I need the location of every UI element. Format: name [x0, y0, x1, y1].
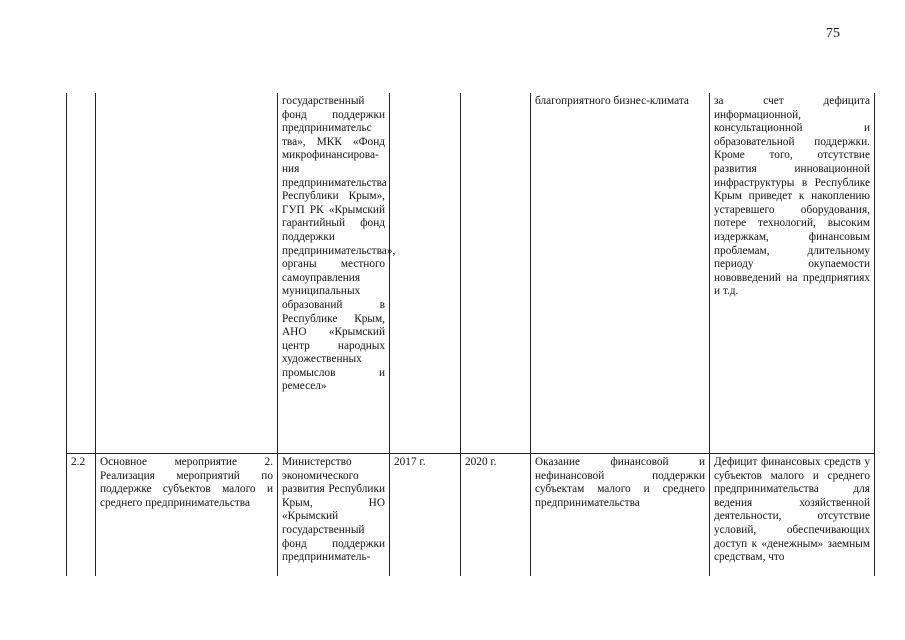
- cell-consequences: Дефицит финансовых средств у субъектов малого и среднего предпринимательства для ведения хозяйственной деятельности, отсутствие условий, обеспечивающих доступ к «денежным» заемным средствам, что: [710, 454, 875, 577]
- table-row: [67, 454, 875, 577]
- program-table: [66, 93, 875, 576]
- cell-number: 2.2: [67, 454, 96, 577]
- cell-consequences: за счет дефицита информационной, консультационной и образовательной поддержки. Кроме того, отсутствие развития инновационной инфраструктуры в Республике Крым приведет к накоплению устаревшего оборудования, потере технологий, высоким издержкам, финансовым проблемам, длительному периоду окупаемости нововведений на предприятиях и т.д.: [710, 93, 875, 454]
- cell-end-year: 2020 г.: [461, 454, 531, 577]
- table-row: [67, 93, 875, 454]
- cell-executors: Министерство экономического развития Республики Крым, НО «Крымский государственный фонд поддержки предприниматель-: [278, 454, 390, 577]
- cell-number: [67, 93, 96, 454]
- cell-event: Основное мероприятие 2. Реализация мероприятий по поддержке субъектов малого и среднего предпринимательства: [96, 454, 278, 577]
- cell-end-year: [461, 93, 531, 454]
- cell-result: благоприятного бизнес-климата: [531, 93, 710, 454]
- cell-start-year: 2017 г.: [390, 454, 461, 577]
- cell-start-year: [390, 93, 461, 454]
- cell-executors: государственный фонд поддержки предпринимательс тва», МКК «Фонд микрофинансирова- ния предпринимательства Республики Крым», ГУП РК «Крымский гарантийный фонд поддержки предпринимательства», органы местного самоуправления муниципальных образований в Республике Крым, АНО «Крымский центр народных художественных промыслов и ремесел»: [278, 93, 390, 454]
- cell-result: Оказание финансовой и нефинансовой поддержки субъектам малого и среднего предпринимательства: [531, 454, 710, 577]
- page-number: 75: [826, 26, 840, 41]
- cell-event: [96, 93, 278, 454]
